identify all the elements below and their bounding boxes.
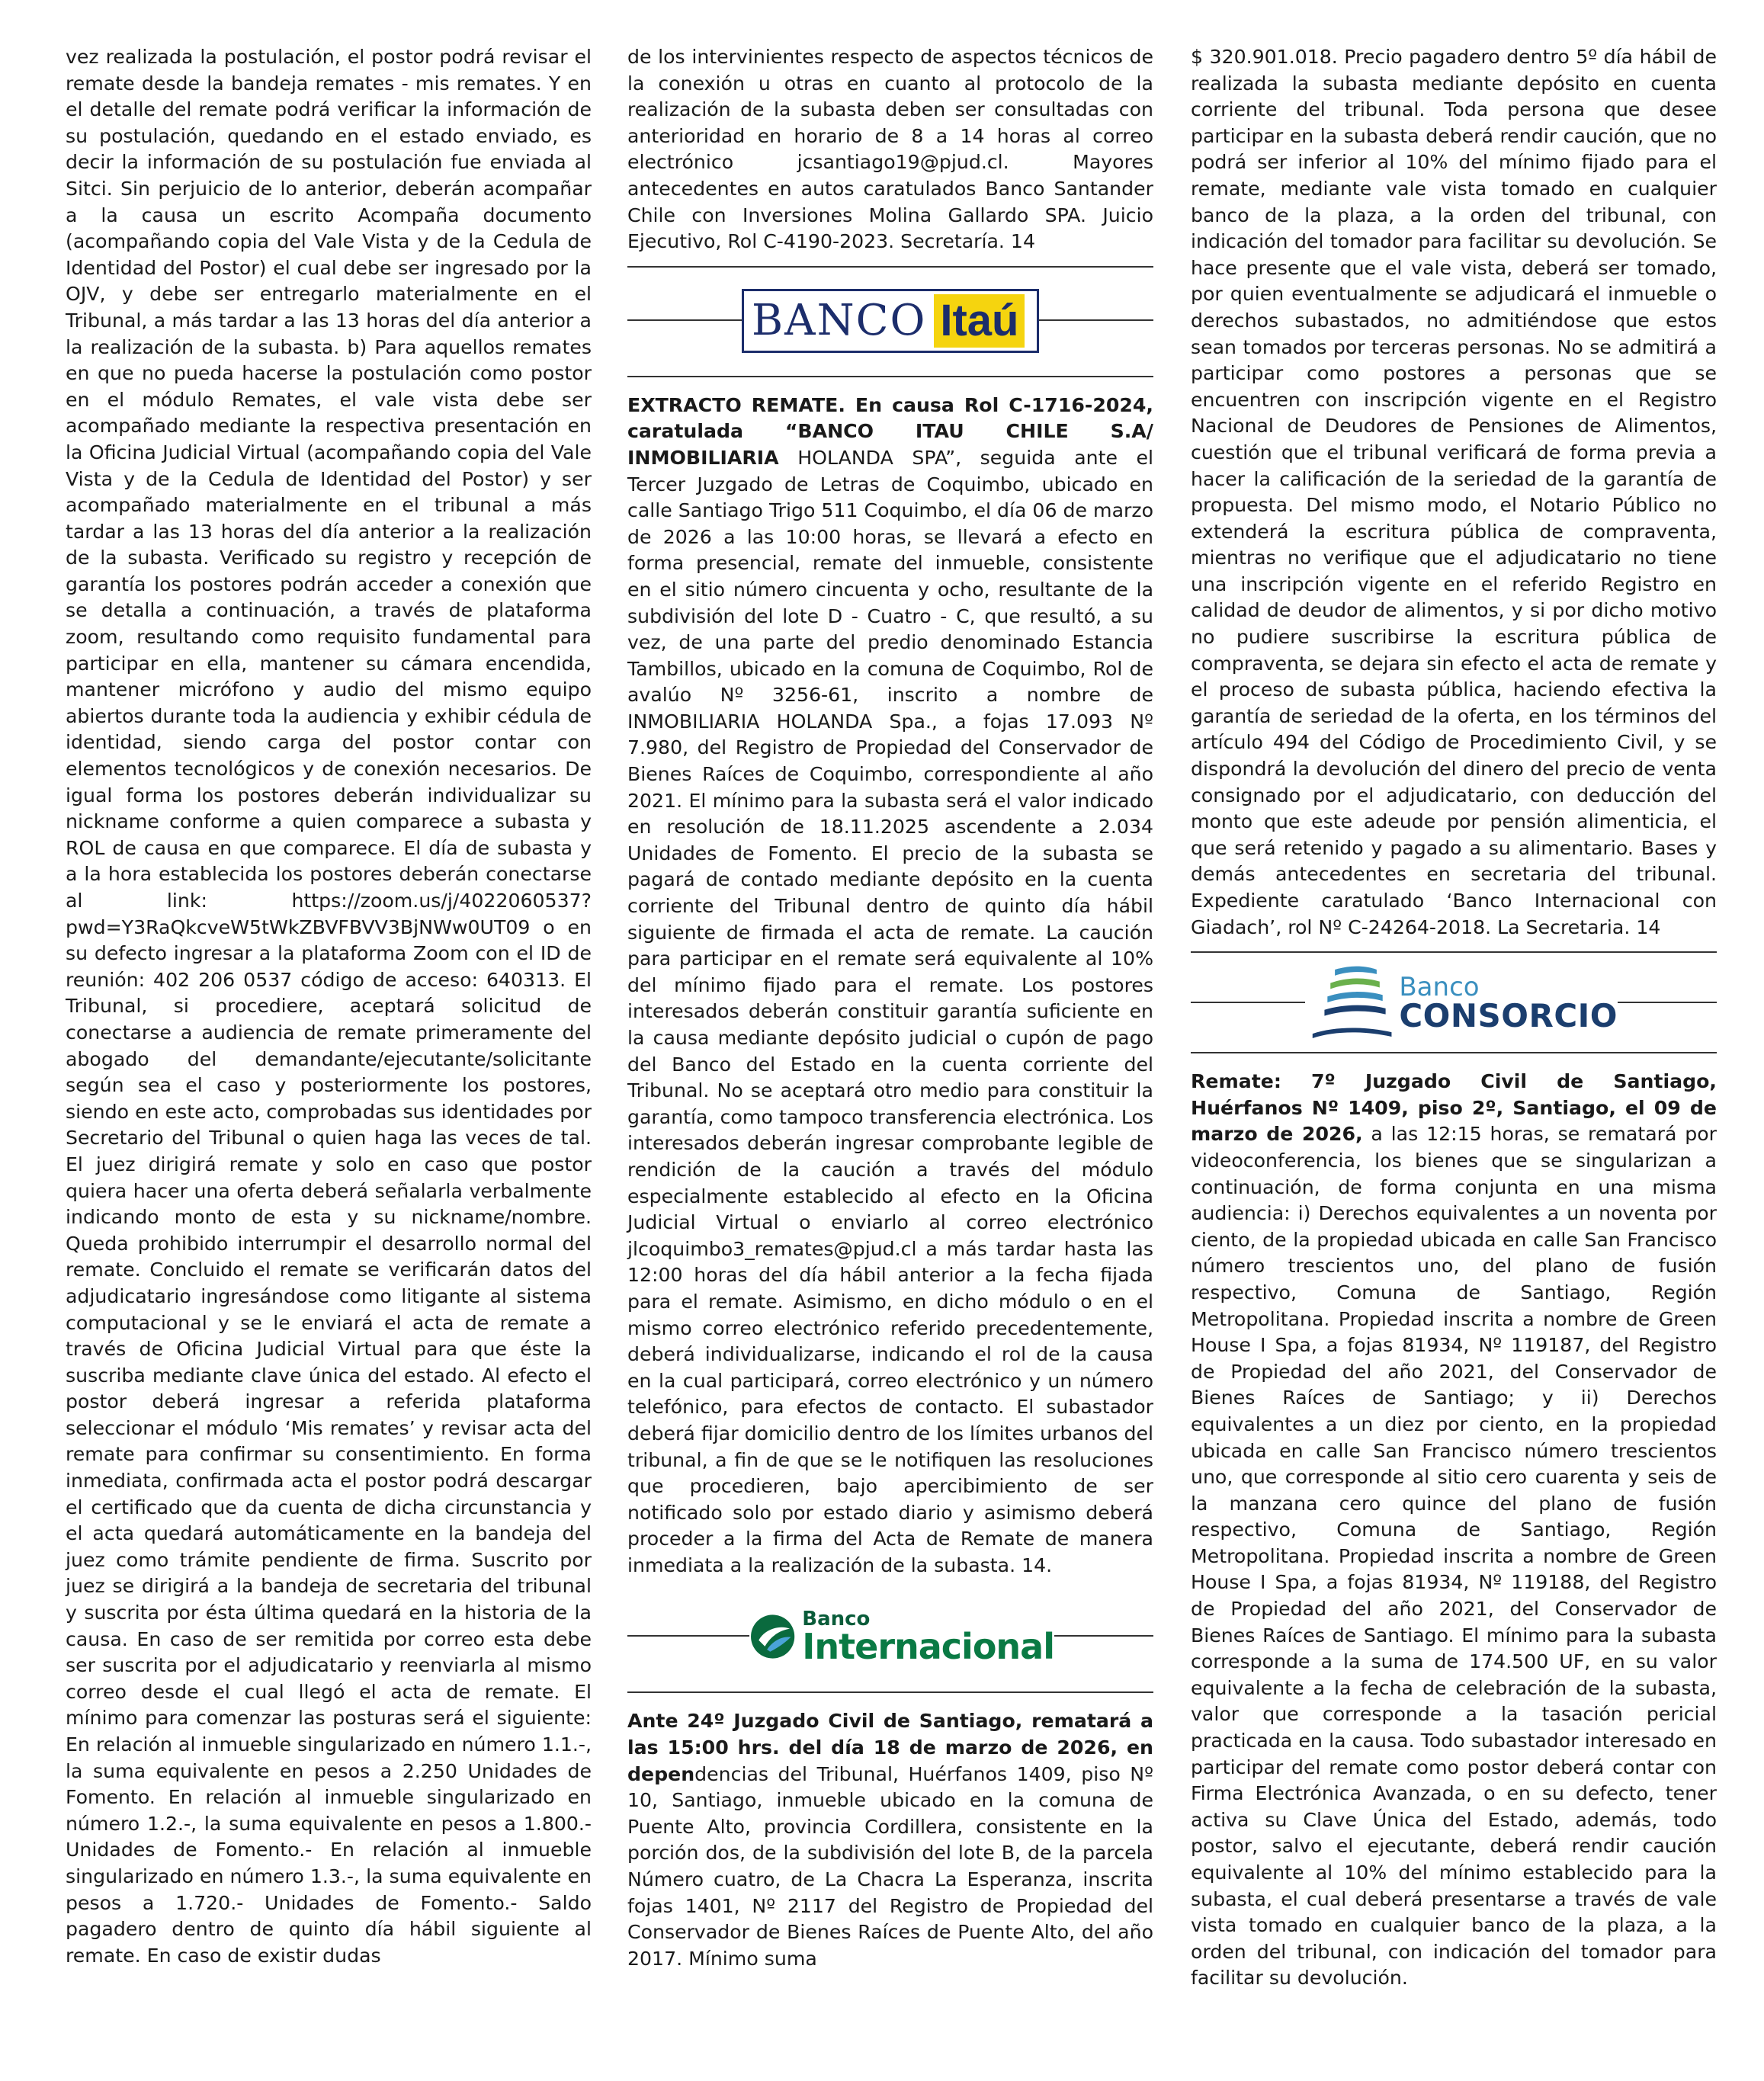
notice-itau-text: [627, 393, 1153, 1579]
logo-banco-word: BANCO: [752, 295, 927, 345]
banco-itau-logo-block: [627, 275, 1153, 367]
banco-consorcio-logo: [1305, 957, 1618, 1049]
banco-internacional-logo: [749, 1597, 1054, 1676]
logo-itau-word: Itaú: [934, 294, 1025, 348]
notice-itau-heading: EXTRACTO REMATE. En causa Rol C-1716-2024, caratulada “BANCO ITAU CHILE S.A/ INMOBILIARIA: [627, 393, 1153, 469]
notice-consorcio-heading: Remate: 7º Juzgado Civil de Santiago, Huérfanos Nº 1409, piso 2º, Santiago, el 09 de marzo de 2026,: [1191, 1070, 1717, 1146]
divider: [1191, 1052, 1717, 1053]
logo-text: [802, 1608, 1054, 1668]
globe-icon: [749, 1602, 796, 1671]
consorcio-mark-icon: [1305, 961, 1394, 1045]
banco-internacional-logo-block: [627, 1591, 1153, 1682]
logo-text: [1399, 972, 1618, 1035]
banco-itau-logo: [742, 289, 1039, 353]
notice-consorcio-text: [1191, 1069, 1717, 1992]
notice-consorcio-body: a las 12:15 horas, se rematará por videoconferencia, los bienes que se singularizan a continuación, de forma conjunta en una misma audiencia: i) Derechos equivalentes a un noventa por ciento, de la propiedad ubicada en calle San Francisco número trescientos uno, del plano de fusión respectivo, Comuna de Santiago, Región Metropolitana. Propiedad inscrita a nombre de Green House I Spa, a fojas 81934, Nº 119187, del Registro de Propiedad del año 2021, del Conservador de Bienes Raíces de Santiago; y ii) Derechos equivalentes a un diez por ciento, en la propiedad ubicada en calle San Francisco número trescientos uno, que corresponde al sitio cero cuarenta y seis de la manzana cero quince del plano de fusión respectivo, Comuna de Santiago, Región Metropolitana. Propiedad inscrita a nombre de Green House I Spa, a fojas 81934, Nº 119188, del Registro de Propiedad del año 2021, del Conservador de Bienes Raíces de Santiago. El mínimo para la subasta corresponde a la suma de 174.500 UF, en su valor equivalente a la fecha de celebración de la subasta, valor que corresponde a la tasación pericial practicada en la causa. Todo subastador interesado en participar del remate como postor deberá contar con Firma Electrónica Avanzada, o en su defecto, tener activa su Clave Única del Estado, además, todo postor, salvo el ejecutante, deberá rendir caución equivalente al 10% del mínimo establecido para la subasta, el cual deberá presentarse a través de vale vista tomado en cualquier banco de la plaza, a la orden del tribunal, con indicación del tomador para facilitar su devolución.: [1191, 1123, 1717, 1990]
logo-consorcio-word: CONSORCIO: [1399, 997, 1618, 1035]
notice-internacional-text: [627, 1708, 1153, 1972]
column-2: [627, 44, 1153, 1972]
divider: [1191, 1002, 1305, 1003]
divider: [627, 1691, 1153, 1693]
logo-banco-word: Banco: [1399, 972, 1480, 1003]
divider: [1191, 951, 1717, 953]
divider: [1618, 1002, 1717, 1003]
notice-continuation-text: $ 320.901.018. Precio pagadero dentro 5º día hábil de realizada la subasta mediante depósito en cuenta corriente del tribunal. Toda persona que desee participar en la subasta deberá rendir caución, que no podrá ser inferior al 10% del mínimo fijado para el remate, mediante vale vista tomado en cualquier banco de la plaza, a la orden del tribunal, con indicación del tomador para facilitar su devolución. Se hace presente que el vale vista, deberá ser tomado, por quien eventualmente se adjudicará el inmueble o derechos subastados, no admitiéndose que estos sean tomados por terceras personas. No se admitirá a participar como postores a personas que se encuentren con inscripción vigente en el Registro Nacional de Deudores de Pensiones de Alimentos, cuestión que el tribunal verificará de forma previa a hacer la calificación de la seriedad de la garantía de propuesta. Del mismo modo, el Notario Público no extenderá la escritura pública de compraventa, mientras no verifique que el adjudicatario no tiene una inscripción vigente en el referido Registro en calidad de deudor de alimentos, y si por dicho motivo no pudiere suscribirse la escritura pública de compraventa, se dejara sin efecto el acta de remate y el proceso de subasta pública, haciendo efectiva la garantía de seriedad de la oferta, en los términos del artículo 494 del Código de Procedimiento Civil, y se dispondrá la devolución del dinero del precio de venta consignado por el adjudicatario, con deducción del monto que este adeude por pensión alimenticia, el que será retenido y pagado a su alimentario. Bases y demás antecedentes en secretaria del tribunal. Expediente caratulado ‘Banco Internacional con Giadach’, rol Nº C-24264-2018. La Secretaria. 14: [1191, 46, 1717, 938]
logo-banco-word: Banco: [802, 1608, 871, 1631]
divider: [627, 376, 1153, 377]
notice-internacional-heading: Ante 24º Juzgado Civil de Santiago, rematará a las 15:00 hrs. del día 18 de marzo de 2026, en depen: [627, 1710, 1153, 1785]
notice-internacional-body: dencias del Tribunal, Huérfanos 1409, piso Nº 10, Santiago, inmueble ubicado en la comuna de Puente Alto, provincia Cordillera, consistente en la porción dos, de la subdivisión del lote B, de la parcela Número cuatro, de La Chacra La Esperanza, inscrita fojas 1401, Nº 2117 del Registro de Propiedad del Conservador de Bienes Raíces de Puente Alto, del año 2017. Mínimo suma: [627, 1762, 1153, 1970]
banco-consorcio-logo-block: [1191, 957, 1717, 1049]
notice-itau-body: HOLANDA SPA”, seguida ante el Tercer Juzgado de Letras de Coquimbo, ubicado en calle Santiago Trigo 511 Coquimbo, el día 06 de marzo de 2026 a las 10:00 horas, se llevará a efecto en forma presencial, remate del inmueble, consistente en el sitio número cincuenta y ocho, resultante de la subdivisión del lote D - Cuatro - C, que resultó, a su vez, de una parte del predio denominado Estancia Tambillos, ubicado en la comuna de Coquimbo, Rol de avalúo Nº 3256-61, inscrito a nombre de INMOBILIARIA HOLANDA Spa., a fojas 17.093 Nº 7.980, del Registro de Propiedad del Conservador de Bienes Raíces de Coquimbo, correspondiente al año 2021. El mínimo para la subasta será el valor indicado en resolución de 18.11.2025 ascendente a 2.034 Unidades de Fomento. El precio de la subasta se pagará de contado mediante depósito en la cuenta corriente del Tribunal dentro de quinto día hábil siguiente de firmada el acta de remate. La caución para participar en el remate será equivalente al 10% del mínimo fijado para el remate. Los postores interesados deberán constituir garantía suficiente en la causa mediante depósito judicial o cupón de pago del Banco del Estado en la cuenta corriente del Tribunal. No se aceptará otro medio para constituir la garantía, como tampoco transferencia electrónica. Los interesados deberán ingresar comprobante legible de rendición de la caución a través del módulo especialmente establecido al efecto en la Oficina Judicial Virtual o enviarlo al correo electrónico jlcoquimbo3_remates@pjud.cl a más tardar hasta las 12:00 horas del día hábil anterior a la fecha fijada para el remate. Asimismo, en dicho módulo o en el mismo correo electrónico referido precedentemente, deberá individualizarse, indicando el rol de la causa en la cual participará, correo electrónico y un número telefónico, para efectos de contacto. El subastador deberá fijar domicilio dentro de los límites urbanos del tribunal, a fin de que se le notifiquen las resoluciones que procedieren, bajo apercibimiento de ser notificado solo por estado diario y asimismo deberá proceder a la firma del Acta de Remate de manera inmediata a la realización de la subasta. 14.: [627, 446, 1153, 1576]
notice-continuation-text: de los intervinientes respecto de aspectos técnicos de la conexión u otras en cuanto al protocolo de la realización de la subasta deben ser consultadas con anterioridad en horario de 8 a 14 horas al correo electrónico jcsantiago19@pjud.cl. Mayores antecedentes en autos caratulados Banco Santander Chile con Inversiones Molina Gallardo SPA. Juicio Ejecutivo, Rol C-4190-2023. Secretaría. 14: [627, 46, 1153, 253]
divider: [627, 266, 1153, 268]
logo-internacional-word: Internacional: [802, 1626, 1054, 1668]
notice-continuation-text: vez realizada la postulación, el postor podrá revisar el remate desde la bandeja remates - mis remates. Y en el detalle del remate podrá verificar la información de su postulación, quedando en el estado enviado, es decir la información de su postulación fue enviada al Sitci. Sin perjuicio de lo anterior, deberán acompañar a la causa un escrito Acompaña documento (acompañando copia del Vale Vista y de la Cedula de Identidad del Postor) el cual debe ser ingresado por la OJV, y debe ser entregarlo materialmente en el Tribunal, a más tardar a las 13 horas del día anterior a la realización de la subasta. b) Para aquellos remates en que no pueda hacerse la postulación como postor en el módulo Remates, el vale vista debe ser acompañado mediante la respectiva presentación en la Oficina Judicial Virtual (acompañando copia del Vale Vista y de la Cedula de Identidad del Postor) y ser acompañado materialmente en el tribunal a más tardar a las 13 horas del día anterior a la realización de la subasta. Verificado su registro y recepción de garantía los postores podrán acceder a conexión que se detalla a continuación, a través de plataforma zoom, resultando como requisito fundamental para participar en ella, mantener su cámara encendida, mantener micrófono y audio del mismo equipo abiertos durante toda la audiencia y exhibir cédula de identidad, siendo carga del postor contar con elementos tecnológicos y de conexión necesarios. De igual forma los postores deberán individualizar su nickname conforme a quien comparece a subasta y ROL de causa en que comparece. El día de subasta y a la hora establecida los postores deberán conectarse al link: https://zoom.us/j/4022060537?pwd=Y3RaQkcveW5tWkZBVFBVV3BjNWw0UT09 o en su defecto ingresar a la plataforma Zoom con el ID de reunión: 402 206 0537 código de acceso: 640313. El Tribunal, si procediere, aceptará solicitud de conectarse a audiencia de remate primeramente del abogado del demandante/ejecutante/solicitante según sea el caso y posteriormente los postores, siendo en este acto, comprobadas sus identidades por Secretario del Tribunal o quien haga las veces de tal. El juez dirigirá remate y solo en caso que postor quiera hacer una oferta deberá señalarla verbalmente indicando monto de esta y su nickname/nombre. Queda prohibido interrumpir el desarrollo normal del remate. Concluido el remate se verificarán datos del adjudicatario ingresándose como litigante al sistema computacional y se le enviará el acta de remate a través de Oficina Judicial Virtual para que éste la suscriba mediante clave única del estado. Al efecto el postor deberá ingresar a referida plataforma seleccionar el módulo ‘Mis remates’ y revisar acta del remate para confirmar su consentimiento. En forma inmediata, confirmada acta el postor podrá descargar el certificado que da cuenta de dicha circunstancia y el acta quedará automáticamente en la bandeja del juez como trámite pendiente de firma. Suscrito por juez se dirigirá a la bandeja de secretaria del tribunal y suscrita por ésta última quedará en la historia de la causa. En caso de ser remitida por correo esta debe ser suscrita por el adjudicatario y reenviarla al mismo correo desde el cual llegó el acta de remate. El mínimo para comenzar las posturas será el siguiente: En relación al inmueble singularizado en número 1.1.-, la suma equivalente en pesos a 2.250 Unidades de Fomento. En relación al inmueble singularizado en número 1.2.-, la suma equivalente en pesos a 1.800.- Unidades de Fomento.- En relación al inmueble singularizado en número 1.3.-, la suma equivalente en pesos a 1.720.- Unidades de Fomento.- Saldo pagadero dentro de quinto día hábil siguiente al remate. En caso de existir dudas: [66, 46, 592, 1967]
column-1: [66, 44, 592, 1969]
column-3: [1191, 44, 1717, 1992]
